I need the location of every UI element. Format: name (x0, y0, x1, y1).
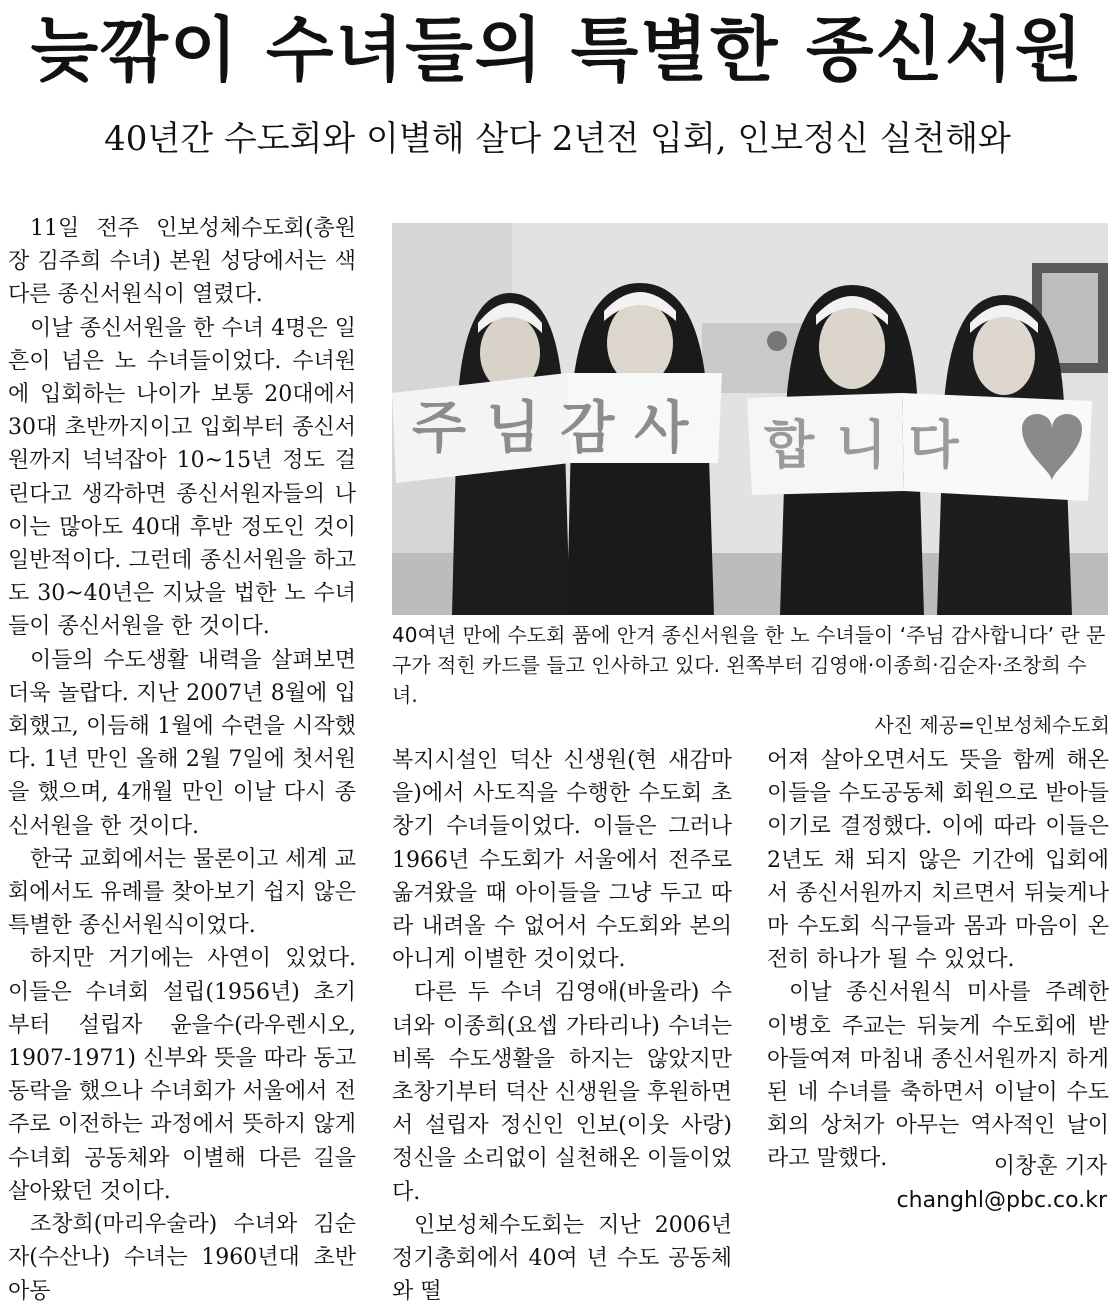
paragraph: 이날 종신서원을 한 수녀 4명은 일흔이 넘은 노 수녀들이었다. 수녀원에 입회하는 나이가 보통 20대에서 30대 초반까지이고 입회부터 종신서원까지 넉넉잡아 10~15년 정도 걸린다고 생각하면 종신서원자들의 나이는 많아도 40대 후반 정도인 것이 일반적이다. 그런데 종신서원을 하고도 30~40년은 지났을 법한 노 수녀들이 종신서원을 한 것이다. (8, 315, 356, 640)
byline (897, 1150, 1107, 1218)
photo-caption (392, 620, 1110, 740)
paragraph: 하지만 거기에는 사연이 있었다. 이들은 수녀회 설립(1956년) 초기부터 설립자 윤을수(라우렌시오, 1907-1971) 신부와 뜻을 따라 동고동락을 했으나 수녀회가 서울에서 전주로 이전하는 과정에서 뜻하지 않게 수녀회 공동체와 이별해 다른 길을 살아왔던 것이다. (8, 946, 356, 1204)
paragraph: 다른 두 수녀 김영애(바울라) 수녀와 이종희(요셉 가타리나) 수녀는 비록 수도생활을 하지는 않았지만 초창기부터 덕산 신생원을 후원하면서 설립자 정신인 인보(이웃 사랑) 정신을 소리없이 실천해온 이들이었다. (392, 980, 732, 1205)
article-photo (392, 223, 1108, 615)
reporter-email: changhl@pbc.co.kr (896, 1188, 1107, 1213)
article-column-2 (392, 744, 732, 1308)
paragraph: 이들의 수도생활 내력을 살펴보면 더욱 놀랍다. 지난 2007년 8월에 입회했고, 이듬해 1월에 수련을 시작했다. 1년 만인 올해 2월 7일에 첫서원을 했으며, 4개월 만인 이날 다시 종신서원을 한 것이다. (8, 647, 356, 839)
card-left-text: 주님감사 (412, 396, 709, 461)
paragraph: 인보성체수도회는 지난 2006년 정기총회에서 40여 년 수도 공동체와 떨 (392, 1212, 732, 1305)
paragraph: 이날 종신서원식 미사를 주례한 이병호 주교는 뒤늦게 수도회에 받아들여져 마침내 종신서원까지 하게 된 네 수녀를 축하면서 이날이 수도회의 상처가 아무는 역사적인 날이라고 말했다. (767, 980, 1109, 1172)
paragraph: 복지시설인 덕산 신생원(현 새감마을)에서 사도직을 수행한 수도회 초창기 수녀들이었다. 이들은 그러나 1966년 수도회가 서울에서 전주로 옮겨왔을 때 아이들을 그냥 두고 따라 내려올 수 없어서 수도회와 본의 아니게 이별한 것이었다. (392, 748, 732, 973)
subheadline: 40년간 수도회와 이별해 살다 2년전 입회, 인보정신 실천해와 (104, 119, 1011, 159)
paragraph: 11일 전주 인보성체수도회(총원장 김주희 수녀) 본원 성당에서는 색다른 종신서원식이 열렸다. (8, 216, 356, 308)
photo-illustration (392, 223, 1108, 615)
paragraph: 한국 교회에서는 물론이고 세계 교회에서도 유례를 찾아보기 쉽지 않은 특별한 종신서원식이었다. (8, 846, 356, 939)
headline: 늦깎이 수녀들의 특별한 종신서원 (30, 9, 1085, 91)
card-right-text: 합니다 (764, 416, 981, 476)
photo-credit: 사진 제공=인보성체수도회 (874, 713, 1110, 737)
reporter-name: 이창훈 기자 (993, 1154, 1107, 1179)
paragraph: 어져 살아오면서도 뜻을 함께 해온 이들을 수도공동체 회원으로 받아들이기로 결정했다. 이에 따라 이들은 2년도 채 되지 않은 기간에 입회에서 종신서원까지 치르면서 뒤늦게나마 수도회 식구들과 몸과 마음이 온전히 하나가 될 수 있었다. (767, 748, 1109, 973)
paragraph: 조창희(마리우술라) 수녀와 김순자(수산나) 수녀는 1960년대 초반 아동 (8, 1212, 356, 1304)
article-column-1 (8, 212, 356, 1308)
card-right (747, 393, 1092, 501)
article-column-3 (767, 744, 1109, 1176)
caption-text: 40여년 만에 수도회 품에 안겨 종신서원을 한 노 수녀들이 ‘주님 감사합니다’ 란 문구가 적힌 카드를 들고 인사하고 있다. 왼쪽부터 김영애·이종희·김순자·조창희 수녀. (392, 623, 1106, 707)
